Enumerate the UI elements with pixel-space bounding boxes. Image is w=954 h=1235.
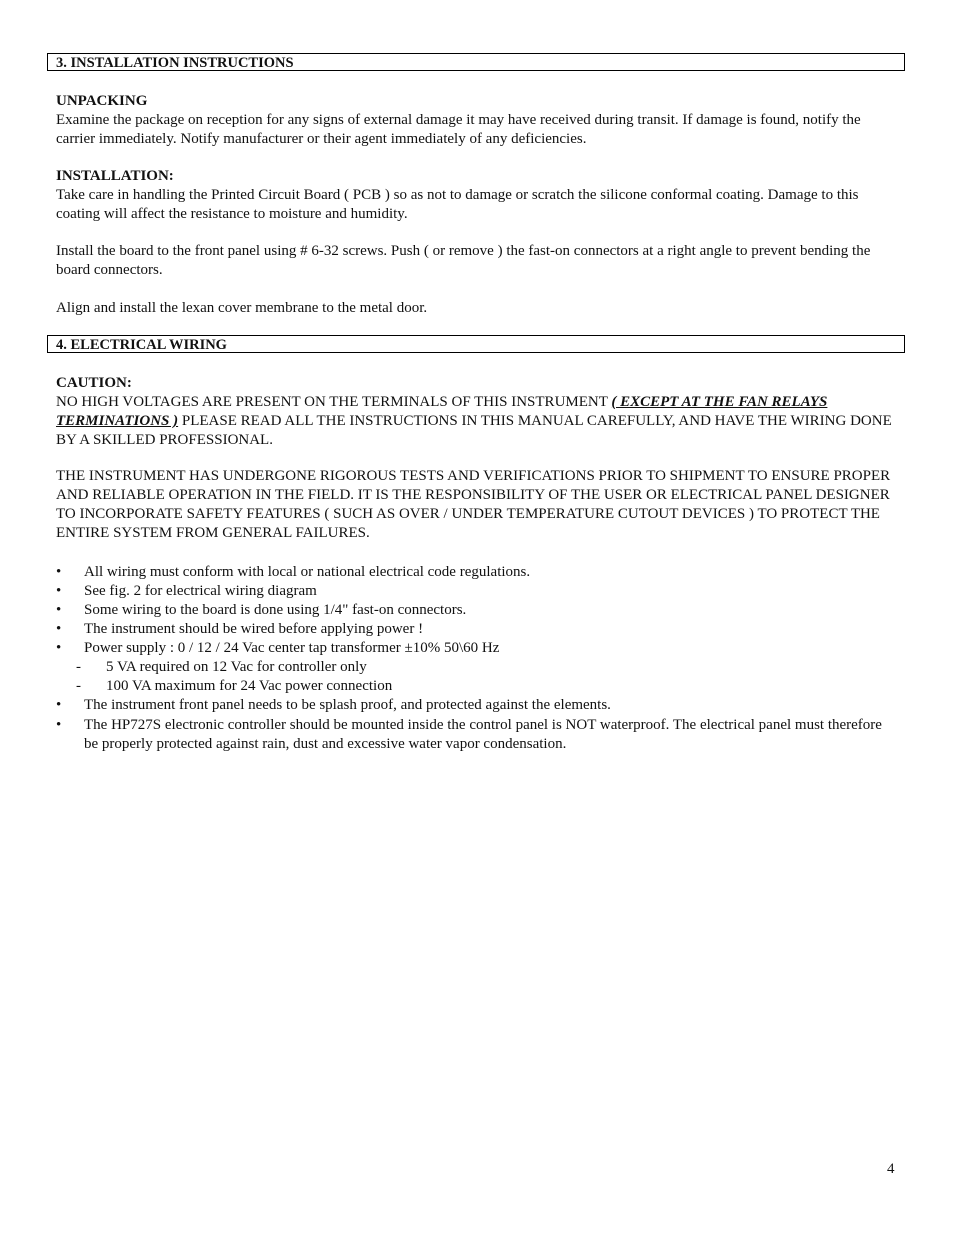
dash-icon: - xyxy=(76,659,81,675)
bullet-icon: • xyxy=(56,717,62,733)
caution-title: CAUTION: xyxy=(56,375,132,391)
list-item-text: Some wiring to the board is done using 1/4" fast-on connectors. xyxy=(84,602,467,618)
installation-paragraph-2: Install the board to the front panel using # 6-32 screws. Push ( or remove ) the fast-on connectors at a right angle to prevent bending the board connectors. xyxy=(56,243,871,278)
tests-paragraph: THE INSTRUMENT HAS UNDERGONE RIGOROUS TESTS AND VERIFICATIONS PRIOR TO SHIPMENT TO ENSURE PROPER AND RELIABLE OPERATION IN THE FIELD. IT IS THE RESPONSIBILITY OF THE USER OR ELECTRICAL PANEL DESIGNER TO INCORPORATE SAFETY FEATURES ( SUCH AS OVER / UNDER TEMPERATURE CUTOUT DEVICES ) TO PROTECT THE ENTIRE SYSTEM FROM GENERAL FAILURES. xyxy=(56,468,891,541)
list-item-text: All wiring must conform with local or national electrical code regulations. xyxy=(84,564,531,580)
list-item-text: The instrument should be wired before applying power ! xyxy=(84,621,424,637)
dash-icon: - xyxy=(76,678,81,694)
list-item-text: The instrument front panel needs to be splash proof, and protected against the elements. xyxy=(84,697,611,713)
list-item-text: Power supply : 0 / 12 / 24 Vac center tap transformer ±10% 50\60 Hz xyxy=(84,640,500,656)
unpacking-text: Examine the package on reception for any signs of external damage it may have received during transit. If damage is found, notify the carrier immediately. Notify manufacturer or their agent immediately of any deficiencies. xyxy=(56,112,861,147)
caution-text xyxy=(56,393,896,450)
bullet-icon: • xyxy=(56,583,62,599)
bullet-icon: • xyxy=(56,621,62,637)
list-item-text: The HP727S electronic controller should be mounted inside the control panel is NOT waterproof. The electrical panel must therefore be properly protected against rain, dust and excessive water vapor condensation. xyxy=(84,717,882,752)
installation-paragraph-1: Take care in handling the Printed Circuit Board ( PCB ) so as not to damage or scratch the silicone conformal coating. Damage to this coating will affect the resistance to moisture and humidity. xyxy=(56,187,859,222)
bullet-icon: • xyxy=(56,697,62,713)
unpacking-title: UNPACKING xyxy=(56,93,148,109)
installation-title: INSTALLATION: xyxy=(56,168,174,184)
sub-list-item-text: 100 VA maximum for 24 Vac power connection xyxy=(106,678,393,694)
bullet-icon: • xyxy=(56,602,62,618)
bullet-icon: • xyxy=(56,564,62,580)
sub-list-item-text: 5 VA required on 12 Vac for controller only xyxy=(106,659,367,675)
installation-paragraph-3: Align and install the lexan cover membrane to the metal door. xyxy=(56,300,428,316)
section-3-header: 3. INSTALLATION INSTRUCTIONS xyxy=(47,53,905,71)
bullet-icon: • xyxy=(56,640,62,656)
caution-text-pre: NO HIGH VOLTAGES ARE PRESENT ON THE TERMINALS OF THIS INSTRUMENT xyxy=(56,394,612,410)
list-item-text: See fig. 2 for electrical wiring diagram xyxy=(84,583,317,599)
section-4-header: 4. ELECTRICAL WIRING xyxy=(47,335,905,353)
caution-text-post: PLEASE READ ALL THE INSTRUCTIONS IN THIS MANUAL CAREFULLY, AND HAVE THE WIRING DONE BY A SKILLED PROFESSIONAL. xyxy=(56,413,892,448)
caution-emphasis: ( EXCEPT AT THE FAN RELAYS TERMINATIONS ) xyxy=(56,394,828,429)
page-number: 4 xyxy=(887,1161,895,1177)
